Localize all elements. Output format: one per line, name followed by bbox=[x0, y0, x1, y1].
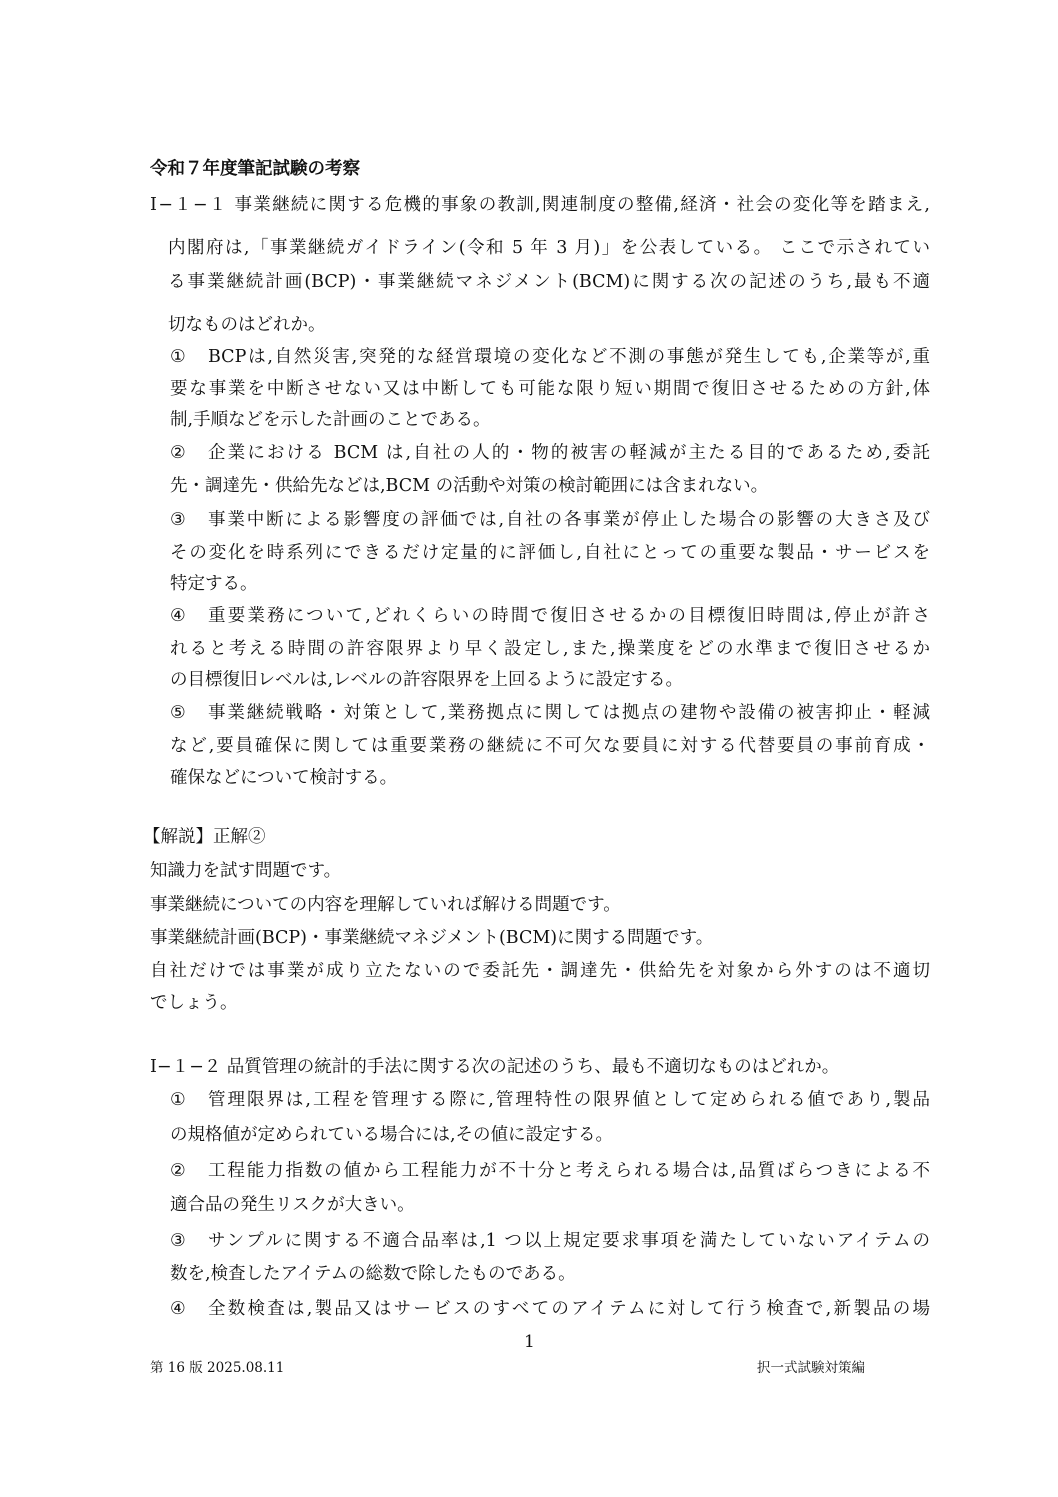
footer-edition: 第 16 版 2025.08.11 bbox=[150, 1360, 285, 1376]
option-text: 管理限界は,工程を管理する際に,管理特性の限界値として定められる値であり,製品 bbox=[208, 1090, 930, 1110]
option-4 bbox=[170, 1298, 930, 1320]
option-number: ③ bbox=[170, 1231, 186, 1251]
option-1 bbox=[170, 1089, 930, 1111]
option-text: 事業継続戦略・対策として,業務拠点に関しては拠点の建物や設備の被害抑止・軽減 bbox=[208, 703, 930, 723]
option-text: の規格値が定められている場合には,その値に設定する。 bbox=[170, 1125, 614, 1145]
option-number: ① bbox=[170, 347, 186, 367]
question-1-text: Ⅰ−１−１ 事業継続に関する危機的事象の教訓,関連制度の整備,経済・社会の変化等を踏まえ, bbox=[150, 195, 930, 215]
explanation-text: 事業継続計画(BCP)・事業継続マネジメント(BCM)に関する問題です。 bbox=[150, 928, 714, 948]
option-text: れると考える時間の許容限界より早く設定し,また,操業度をどの水準まで復旧させるか bbox=[170, 639, 930, 659]
question-2-heading: Ⅰ−１−２ 品質管理の統計的手法に関する次の記述のうち、最も不適切なものはどれか。 bbox=[150, 1057, 840, 1077]
option-3 bbox=[170, 509, 930, 531]
option-text: 制,手順などを示した計画のことである。 bbox=[170, 410, 491, 430]
option-number: ⑤ bbox=[170, 703, 186, 723]
option-text: 適合品の発生リスクが大きい。 bbox=[170, 1195, 415, 1215]
option-number: ② bbox=[170, 443, 186, 463]
option-text: 全数検査は,製品又はサービスのすべてのアイテムに対して行う検査で,新製品の場 bbox=[208, 1299, 930, 1319]
option-4 bbox=[170, 605, 930, 627]
option-number: ④ bbox=[170, 606, 186, 626]
option-text: その変化を時系列にできるだけ定量的に評価し,自社にとっての重要な製品・サービスを bbox=[170, 543, 930, 563]
question-1-text: 切なものはどれか。 bbox=[168, 315, 326, 335]
explanation-text: 知識力を試す問題です。 bbox=[150, 861, 342, 881]
option-5 bbox=[170, 702, 930, 724]
option-text: 数を,検査したアイテムの総数で除したものである。 bbox=[170, 1264, 576, 1284]
option-text: 確保などについて検討する。 bbox=[170, 768, 398, 788]
option-text: BCPは,自然災害,突発的な経営環境の変化など不測の事態が発生しても,企業等が,重 bbox=[208, 347, 930, 367]
option-number: ③ bbox=[170, 510, 186, 530]
option-text: など,要員確保に関しては重要業務の継続に不可欠な要員に対する代替要員の事前育成・ bbox=[170, 736, 930, 756]
option-2 bbox=[170, 442, 930, 464]
option-1 bbox=[170, 346, 930, 368]
option-text: 特定する。 bbox=[170, 574, 258, 594]
option-text: サンプルに関する不適合品率は,1 つ以上規定要求事項を満たしていないアイテムの bbox=[208, 1231, 930, 1251]
footer-book-title: 択一式試験対策編 bbox=[757, 1360, 865, 1376]
option-3 bbox=[170, 1230, 930, 1252]
page-title: 令和７年度筆記試験の考察 bbox=[150, 159, 360, 179]
option-text: 重要業務について,どれくらいの時間で復旧させるかの目標復旧時間は,停止が許さ bbox=[208, 606, 930, 626]
explanation-text: 自社だけでは事業が成り立たないので委託先・調達先・供給先を対象から外すのは不適切 bbox=[150, 961, 930, 981]
page-number: 1 bbox=[524, 1332, 535, 1352]
option-number: ① bbox=[170, 1090, 186, 1110]
question-1-text: 内閣府は,「事業継続ガイドライン(令和 5 年 3 月)」を公表している。 ここで示されてい bbox=[168, 238, 930, 258]
question-1-text: る事業継続計画(BCP)・事業継続マネジメント(BCM)に関する次の記述のうち,最も不適 bbox=[168, 272, 930, 292]
option-text: 企業における BCM は,自社の人的・物的被害の軽減が主たる目的であるため,委託 bbox=[208, 443, 930, 463]
option-text: 先・調達先・供給先などは,BCM の活動や対策の検討範囲には含まれない。 bbox=[170, 476, 769, 496]
option-number: ④ bbox=[170, 1299, 186, 1319]
option-text: 事業中断による影響度の評価では,自社の各事業が停止した場合の影響の大きさ及び bbox=[208, 510, 930, 530]
option-text: の目標復旧レベルは,レベルの許容限界を上回るように設定する。 bbox=[170, 670, 684, 690]
option-2 bbox=[170, 1160, 930, 1182]
explanation-text: でしょう。 bbox=[150, 993, 238, 1013]
option-text: 要な事業を中断させない又は中断しても可能な限り短い期間で復旧させるための方針,体 bbox=[170, 379, 930, 399]
explanation-heading: 【解説】正解② bbox=[143, 827, 266, 847]
option-text: 工程能力指数の値から工程能力が不十分と考えられる場合は,品質ばらつきによる不 bbox=[208, 1161, 930, 1181]
explanation-text: 事業継続についての内容を理解していれば解ける問題です。 bbox=[150, 895, 621, 915]
option-number: ② bbox=[170, 1161, 186, 1181]
